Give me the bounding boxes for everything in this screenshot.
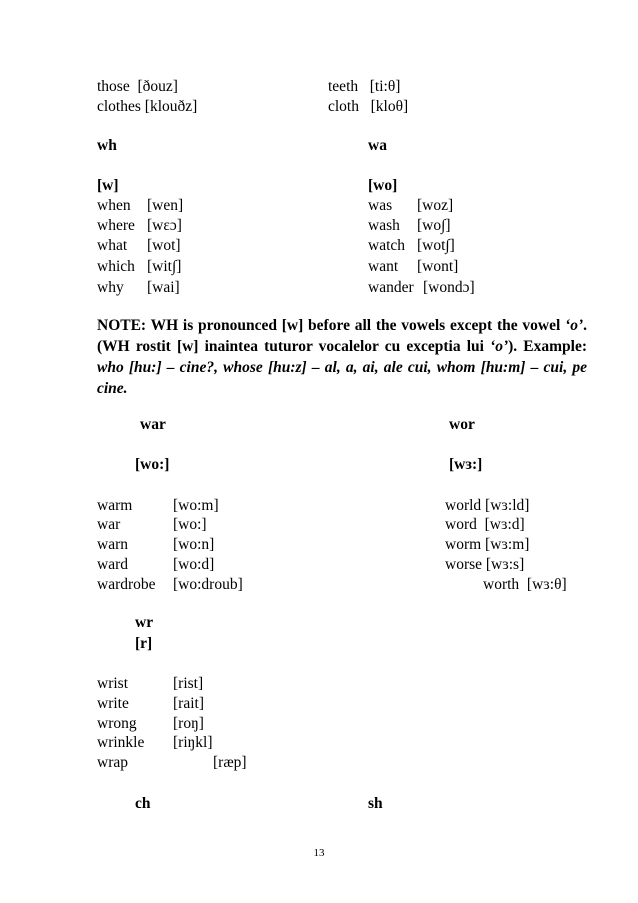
war-word: warn: [97, 536, 128, 553]
wa-ipa: [woz]: [417, 197, 454, 214]
wor-line: world [wɜ:ld]: [445, 497, 530, 514]
top-right-line-1: teeth [ti:θ]: [328, 78, 401, 95]
wa-ipa: [wot∫]: [417, 237, 455, 254]
wr-ipa: [ræp]: [213, 754, 247, 771]
wr-ipa: [riŋkl]: [173, 734, 213, 751]
wa-word: wander: [368, 279, 414, 296]
wor-line: worth [wɜ:θ]: [483, 576, 567, 593]
wa-word: watch: [368, 237, 406, 254]
wh-ipa: [wai]: [147, 279, 180, 296]
wh-word: when: [97, 197, 131, 214]
note-text: .(WH rostit [w] inaintea tuturor vocalelor cu exceptia lui: [97, 317, 587, 355]
war-ipa: [wo:m]: [173, 497, 219, 514]
war-sound: [wo:]: [135, 456, 170, 473]
wa-word: want: [368, 258, 399, 275]
top-left-line-1: those [ðouz]: [97, 78, 178, 95]
wr-ipa: [rist]: [173, 675, 204, 692]
wa-word: wash: [368, 217, 400, 234]
wr-sound: [r]: [135, 635, 153, 652]
war-ipa: [wo:d]: [173, 556, 215, 573]
war-ipa: [wo:]: [173, 516, 207, 533]
wh-ipa: [wen]: [147, 197, 184, 214]
sh-heading: sh: [368, 795, 383, 812]
wh-word: where: [97, 217, 135, 234]
war-heading: war: [140, 416, 166, 433]
top-right-line-2: cloth [kloθ]: [328, 98, 409, 115]
wh-word: which: [97, 258, 135, 275]
wh-ipa: [wit∫]: [147, 258, 182, 275]
war-word: ward: [97, 556, 128, 573]
wor-heading: wor: [449, 416, 475, 433]
wor-sound: [wɜ:]: [449, 456, 483, 473]
wr-heading: wr: [135, 614, 154, 631]
wr-ipa: [roŋ]: [173, 715, 204, 732]
note-o-letter: ‘o’: [490, 338, 509, 355]
wor-line: worm [wɜ:m]: [445, 536, 530, 553]
wr-word: wrist: [97, 675, 128, 692]
wa-ipa: [wo∫]: [417, 217, 451, 234]
note-examples: who [hu:] – cine?, whose [hu:z] – al, a, ai, ale cui, whom [hu:m] – cui, pe cine.: [97, 359, 587, 397]
wor-line: worse [wɜ:s]: [445, 556, 525, 573]
wr-word: write: [97, 695, 129, 712]
wa-sound: [wo]: [368, 177, 398, 194]
note-o-letter: ‘o’: [565, 317, 584, 334]
wa-word: was: [368, 197, 393, 214]
war-ipa: [wo:droub]: [173, 576, 243, 593]
wh-word: what: [97, 237, 128, 254]
note-text: NOTE: WH is pronounced [w] before all the vowels except the vowel: [97, 317, 566, 334]
wr-word: wrap: [97, 754, 128, 771]
war-ipa: [wo:n]: [173, 536, 215, 553]
wor-line: word [wɜ:d]: [445, 516, 525, 533]
wa-heading: wa: [368, 137, 387, 154]
wh-word: why: [97, 279, 124, 296]
note-text: ). Example:: [508, 338, 587, 355]
wh-heading: wh: [97, 137, 117, 154]
top-left-line-2: clothes [klouðz]: [97, 98, 198, 115]
wr-ipa: [rait]: [173, 695, 204, 712]
ch-heading: ch: [135, 795, 151, 812]
wh-sound: [w]: [97, 177, 119, 194]
wa-ipa: [wont]: [417, 258, 459, 275]
wh-ipa: [wot]: [147, 237, 181, 254]
war-word: wardrobe: [97, 576, 156, 593]
wr-word: wrong: [97, 715, 137, 732]
wr-word: wrinkle: [97, 734, 145, 751]
note-paragraph: [97, 315, 587, 399]
wh-ipa: [wɛɔ]: [147, 217, 182, 234]
war-word: war: [97, 516, 121, 533]
wa-ipa: [wondɔ]: [423, 279, 475, 296]
page-number: 13: [313, 847, 325, 859]
war-word: warm: [97, 497, 133, 514]
